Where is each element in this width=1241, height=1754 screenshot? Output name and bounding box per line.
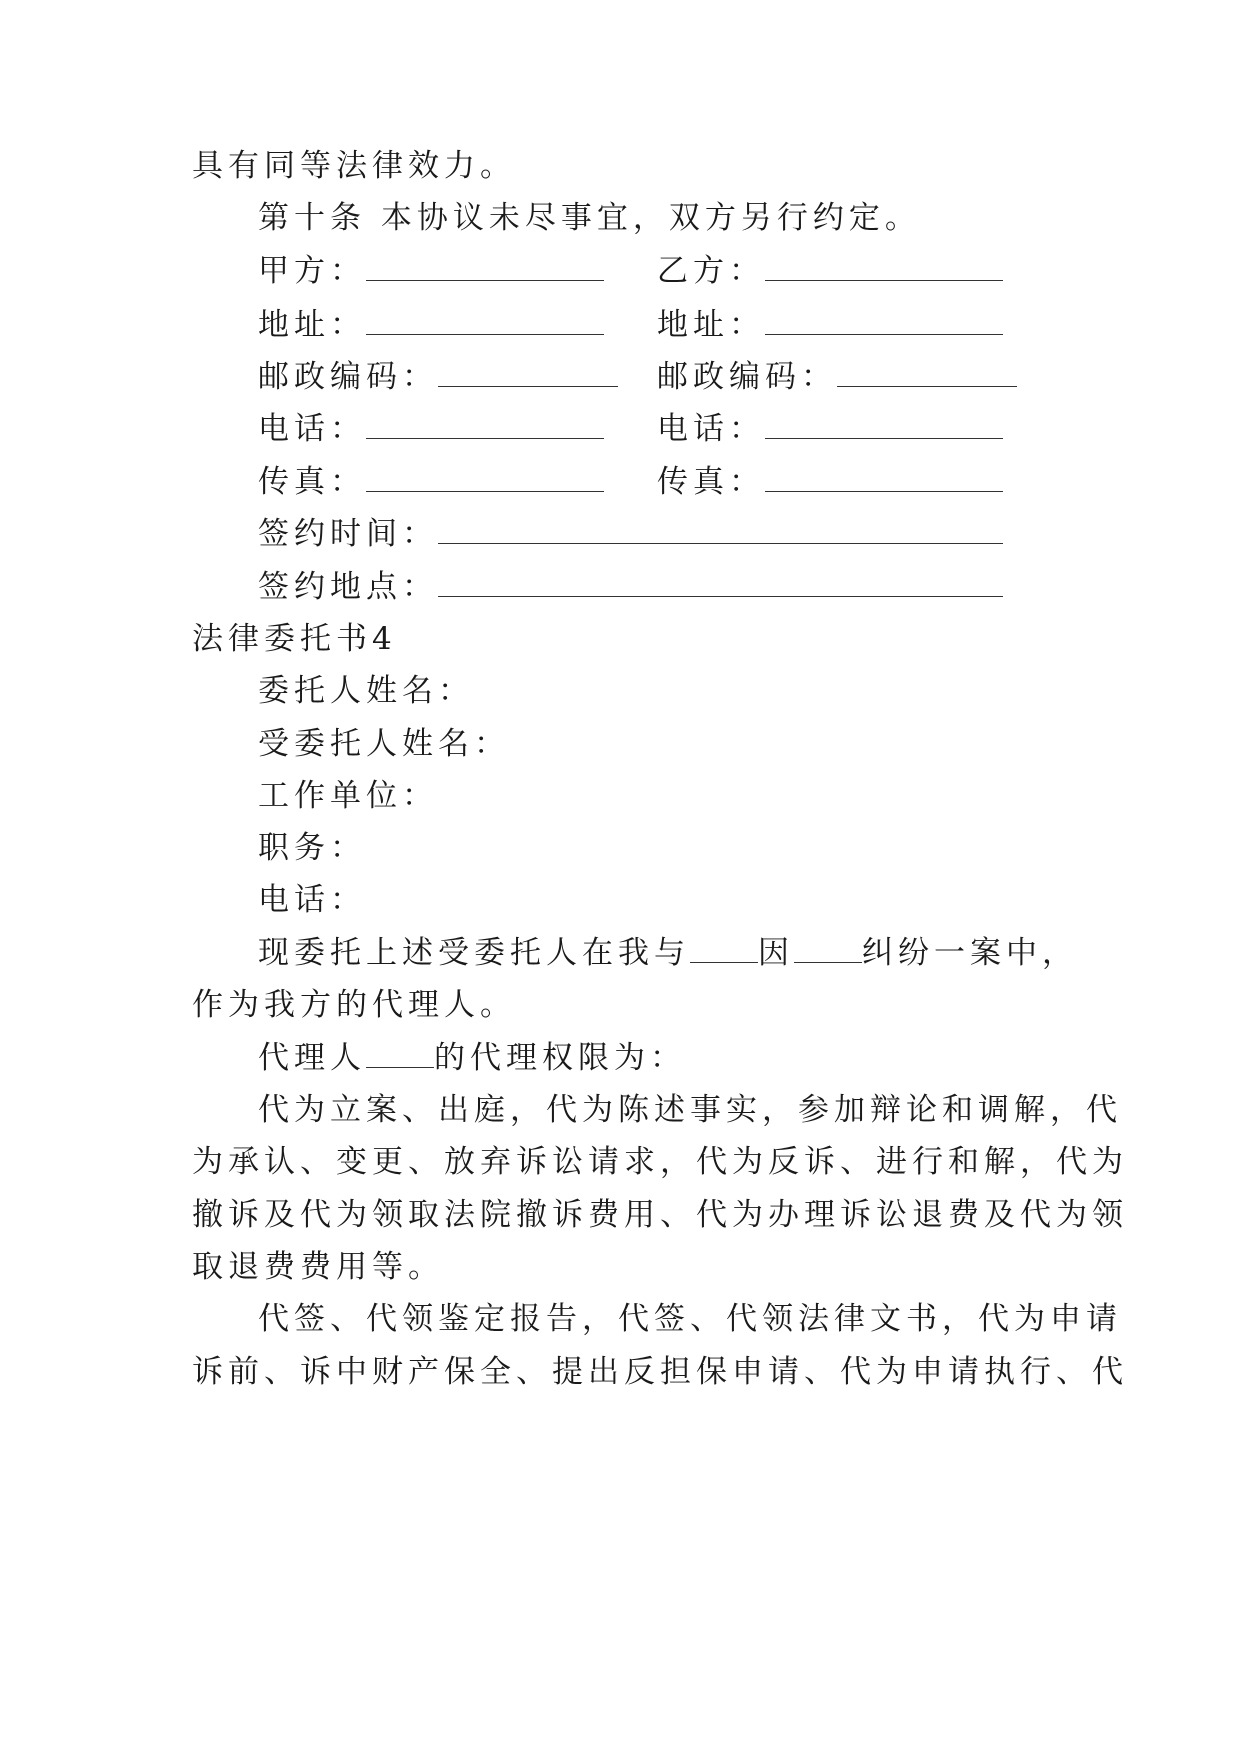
fax-b-blank: [765, 463, 1003, 492]
fax-b-label: 传真：: [657, 464, 765, 500]
scope-paragraph-1-line-2: 为承认、变更、放弃诉讼请求，代为反诉、进行和解，代为: [192, 1144, 1128, 1180]
party-a-row: [258, 251, 604, 291]
workplace-field: 工作单位：: [258, 778, 438, 814]
sign-time-blank: [438, 515, 1003, 544]
address-a-row: [258, 305, 604, 345]
sign-time-row: [258, 514, 1003, 554]
postcode-b-label: 邮政编码：: [657, 359, 837, 395]
agent-suffix: 的代理权限为：: [434, 1040, 686, 1076]
opponent-blank: [690, 934, 758, 963]
commission-text-a: 现委托上述受委托人在我与: [258, 935, 690, 971]
party-b-label: 乙方：: [657, 253, 765, 289]
principal-name-field: 委托人姓名：: [258, 673, 474, 709]
sign-place-label: 签约地点：: [258, 569, 438, 605]
postcode-a-blank: [438, 358, 618, 387]
sign-place-blank: [438, 568, 1003, 597]
party-b-row: [657, 251, 1003, 291]
address-b-label: 地址：: [657, 307, 765, 343]
postcode-a-label: 邮政编码：: [258, 359, 438, 395]
scope-paragraph-2-line-1: 代签、代领鉴定报告，代签、代领法律文书，代为申请: [258, 1301, 1122, 1337]
phone-a-blank: [366, 410, 604, 439]
address-a-blank: [366, 306, 604, 335]
commission-text-c: 纠纷一案中，: [862, 935, 1078, 971]
phone-a-row: [258, 409, 604, 449]
article-ten: 第十条 本协议未尽事宜，双方另行约定。: [258, 200, 921, 236]
agent-blank: [366, 1039, 434, 1068]
phone-a-label: 电话：: [258, 411, 366, 447]
phone-b-row: [657, 409, 1003, 449]
scope-paragraph-1-line-1: 代为立案、出庭，代为陈述事实，参加辩论和调解，代: [258, 1092, 1122, 1128]
commission-line: [258, 933, 1078, 973]
commission-end: 作为我方的代理人。: [192, 987, 516, 1023]
scope-paragraph-2-line-2: 诉前、诉中财产保全、提出反担保申请、代为申请执行、代: [192, 1354, 1128, 1390]
phone-b-label: 电话：: [657, 411, 765, 447]
address-b-row: [657, 305, 1003, 345]
commission-text-b: 因: [758, 935, 794, 971]
sign-time-label: 签约时间：: [258, 516, 438, 552]
paragraph-continuation: 具有同等法律效力。: [192, 148, 516, 184]
phone-field: 电话：: [258, 882, 366, 918]
fax-a-row: [258, 462, 604, 502]
address-b-blank: [765, 306, 1003, 335]
agent-scope-line: [258, 1038, 686, 1078]
party-a-label: 甲方：: [258, 253, 366, 289]
fax-a-blank: [366, 463, 604, 492]
dispute-blank: [794, 934, 862, 963]
section-title: 法律委托书4: [192, 621, 397, 657]
fax-a-label: 传真：: [258, 464, 366, 500]
fax-b-row: [657, 462, 1003, 502]
scope-paragraph-1-line-3: 撤诉及代为领取法院撤诉费用、代为办理诉讼退费及代为领: [192, 1197, 1128, 1233]
party-a-blank: [366, 252, 604, 281]
agent-name-field: 受委托人姓名：: [258, 726, 510, 762]
agent-prefix: 代理人: [258, 1040, 366, 1076]
postcode-b-blank: [837, 358, 1017, 387]
phone-b-blank: [765, 410, 1003, 439]
party-b-blank: [765, 252, 1003, 281]
position-field: 职务：: [258, 830, 366, 866]
postcode-a-row: [258, 357, 618, 397]
scope-paragraph-1-line-4: 取退费费用等。: [192, 1249, 444, 1285]
address-a-label: 地址：: [258, 307, 366, 343]
postcode-b-row: [657, 357, 1017, 397]
sign-place-row: [258, 567, 1003, 607]
